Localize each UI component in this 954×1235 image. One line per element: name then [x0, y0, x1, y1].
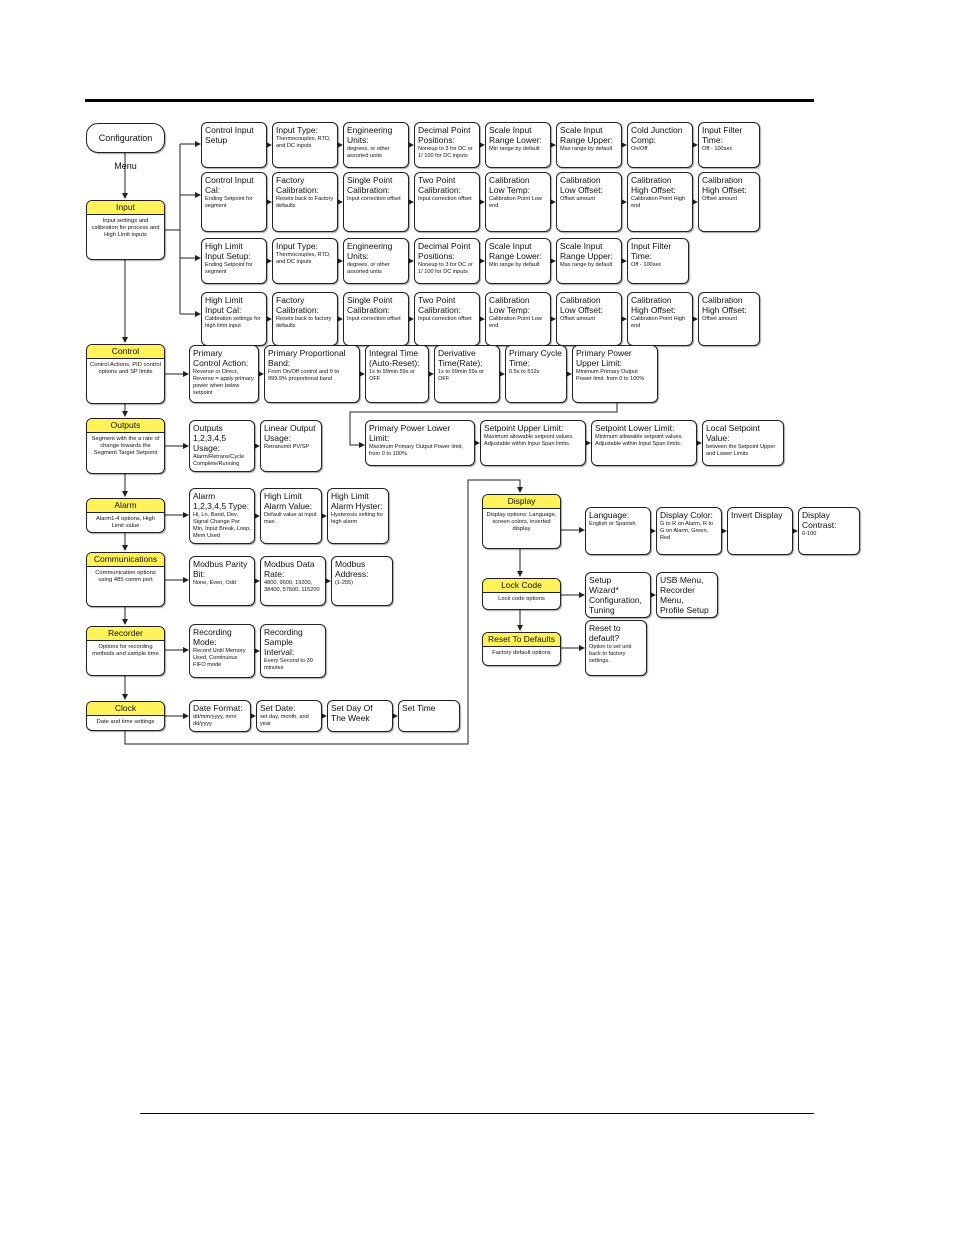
node-description: Input correction offset	[347, 316, 401, 322]
alarm-node-3[interactable]	[327, 488, 389, 544]
control-input-setup-node-7[interactable]	[627, 122, 693, 168]
node-title: Factory Calibration:	[276, 295, 319, 315]
node-title: Setpoint Upper Limit:	[484, 423, 564, 433]
node-description: dd/mm/yyyy, mm/ dd/yyyy	[193, 714, 237, 727]
control-input-setup-node-3[interactable]	[343, 122, 409, 168]
control-row1-node-1[interactable]	[189, 345, 259, 403]
node-description: (1-255)	[335, 580, 354, 586]
node-description: Retransmit PV/SP	[264, 444, 310, 450]
clock-node-2[interactable]	[256, 700, 322, 732]
category-title: Reset To Defaults	[483, 633, 560, 647]
high-limit-cal-node-6[interactable]	[556, 292, 622, 346]
node-title: Calibration High Offset:	[631, 175, 676, 195]
category-description: Input settings and calibration for process and High Limit inputs	[91, 218, 160, 239]
node-title: Primary Cycle Time:	[509, 348, 562, 368]
node-title: Setpoint Lower Limit:	[595, 423, 675, 433]
category-description: Communication options using 485 comm port	[95, 570, 156, 584]
node-title: Calibration Low Temp:	[489, 295, 530, 315]
node-description: Input correction offset	[347, 196, 401, 202]
node-title: Recording Mode:	[193, 627, 232, 647]
node-description: 0.5s to 512s	[509, 369, 540, 375]
node-description: Noneup to 3 for DC or 1/ 100 for DC inputs	[418, 262, 473, 275]
node-description: 1s to 99min 59s or OFF	[438, 369, 485, 382]
communications-node-2[interactable]	[260, 556, 326, 606]
node-description: Off - 100sec	[702, 146, 733, 152]
node-title: Scale Input Range Lower:	[489, 241, 542, 261]
node-description: 4800, 9600, 19200, 38400, 57600, 115200	[264, 580, 320, 593]
node-description: set day, month, and year	[260, 714, 309, 727]
communications-node-3[interactable]	[331, 556, 393, 606]
node-description: Resets back to Factory defaults	[276, 196, 334, 209]
category-communications[interactable]	[86, 552, 165, 607]
high-limit-cal-node-1[interactable]	[201, 292, 267, 346]
node-description: Calibration Point High end	[631, 196, 686, 209]
node-title: Date Format:	[193, 703, 243, 713]
node-description: 0-100	[802, 531, 817, 537]
high-limit-cal-node-8[interactable]	[698, 292, 760, 346]
node-description: degrees, or other assorted units	[347, 146, 390, 159]
node-description: English or Spanish	[589, 521, 636, 527]
node-title: Alarm 1,2,3,4,5 Type:	[193, 491, 250, 511]
node-title: Display Color:	[660, 510, 713, 520]
node-description: Thermocouples, RTD, and DC inputs	[276, 252, 331, 265]
control-input-cal-node-6[interactable]	[556, 172, 622, 232]
clock-node-1[interactable]	[189, 700, 251, 732]
node-title: Control Input Cal:	[205, 175, 254, 195]
recorder-node-1[interactable]	[189, 624, 255, 678]
node-title: Calibration Low Temp:	[489, 175, 530, 195]
category-title: Lock Code	[483, 579, 560, 593]
control-row2-node-1[interactable]	[365, 420, 475, 466]
node-description: degrees, or other assorted units	[347, 262, 390, 275]
category-lock-code[interactable]	[482, 578, 561, 610]
node-title: Setup Wizard* Configuration, Tuning	[589, 575, 642, 615]
control-input-setup-node-4[interactable]	[414, 122, 480, 168]
control-row1-node-3[interactable]	[365, 345, 429, 403]
high-limit-setup-node-1[interactable]	[201, 238, 267, 284]
node-description: Record Until Memory Used, Continuous FIFO mode	[193, 648, 246, 668]
clock-node-3[interactable]	[327, 700, 393, 732]
node-description: Offset amount	[560, 316, 596, 322]
node-description: From On/Off control and 0 to 999.9% proportional band	[268, 369, 340, 382]
node-title: Calibration High Offset:	[702, 295, 747, 315]
node-description: Min range by default	[489, 146, 540, 152]
node-description: Alarm/Retrans/Cycle Complete/Running	[193, 454, 245, 467]
recorder-node-2[interactable]	[260, 624, 326, 678]
category-description: Factory default options	[492, 650, 551, 656]
node-description: Input correction offset	[418, 316, 472, 322]
category-description: Lock code options	[498, 596, 545, 602]
node-title: Input Filter Time:	[631, 241, 672, 261]
category-title: Recorder	[87, 627, 164, 641]
node-title: Recording Sample Interval:	[264, 627, 303, 657]
outputs-node-2[interactable]	[260, 420, 322, 472]
node-title: Decimal Point Positions:	[418, 241, 471, 261]
node-title: Derivative Time(Rate):	[438, 348, 483, 368]
category-input[interactable]	[86, 200, 165, 260]
node-description: between the Setpoint Upper and Lower Limits	[706, 444, 776, 457]
node-description: Min range by default	[489, 262, 540, 268]
node-description: 1s to 99min 59s or OFF	[369, 369, 416, 382]
configuration-menu-node[interactable]	[86, 123, 165, 171]
category-alarm[interactable]	[86, 498, 165, 533]
control-row1-node-5[interactable]	[505, 345, 567, 403]
node-description: Reverse or Direct, Reverse = apply primary power when below setpoint	[193, 369, 254, 396]
node-description: Ending Setpoint for segment	[205, 262, 253, 275]
configuration-menu-label: Configuration Menu	[98, 133, 153, 171]
node-description: Thermocouples, RTD, and DC inputs	[276, 136, 331, 149]
node-title: Primary Power Lower Limit:	[369, 423, 451, 443]
control-input-cal-node-2[interactable]	[272, 172, 338, 232]
control-input-cal-node-8[interactable]	[698, 172, 760, 232]
control-row2-node-3[interactable]	[591, 420, 697, 466]
node-title: Input Type:	[276, 125, 318, 135]
node-title: Single Point Calibration:	[347, 295, 393, 315]
node-title: Primary Power Upper Limit:	[576, 348, 632, 368]
node-title: Integral Time (Auto-Reset):	[369, 348, 420, 368]
high-limit-cal-node-4[interactable]	[414, 292, 480, 346]
node-title: Engineering Units:	[347, 241, 393, 261]
node-description: On/Off	[631, 146, 648, 152]
high-limit-cal-node-2[interactable]	[272, 292, 338, 346]
node-description: Default value at input max.	[264, 512, 317, 525]
control-input-setup-node-5[interactable]	[485, 122, 551, 168]
category-description: Date and time settings	[96, 719, 155, 725]
node-description: Every Second to 30 minutes	[264, 658, 313, 671]
node-title: Scale Input Range Upper:	[560, 125, 613, 145]
control-input-setup-node-8[interactable]	[698, 122, 760, 168]
category-recorder[interactable]	[86, 626, 165, 676]
lock-code-node-2[interactable]	[656, 572, 718, 618]
node-title: Input Filter Time:	[702, 125, 743, 145]
control-input-setup-node-2[interactable]	[272, 122, 338, 168]
category-title: Input	[87, 201, 164, 215]
control-row2-node-2[interactable]	[480, 420, 586, 466]
node-title: Set Date:	[260, 703, 296, 713]
node-title: Scale Input Range Upper:	[560, 241, 613, 261]
node-title: Calibration Low Offset:	[560, 295, 603, 315]
node-description: Minimum Primary Output Power limit, from 0 to 100%	[576, 369, 645, 382]
control-input-cal-node-5[interactable]	[485, 172, 551, 232]
node-description: Calibration Point Low end	[489, 196, 542, 209]
communications-node-1[interactable]	[189, 556, 255, 606]
control-row2-node-4[interactable]	[702, 420, 784, 466]
display-node-2[interactable]	[656, 507, 722, 555]
node-title: Control Input Setup	[205, 125, 254, 145]
node-description: Calibration settings for high limit input	[205, 316, 261, 329]
alarm-node-1[interactable]	[189, 488, 255, 544]
node-description: Option to set unit back to factory settings.	[589, 644, 632, 664]
category-display[interactable]	[482, 494, 561, 549]
category-outputs[interactable]	[86, 418, 165, 474]
node-description: Max range by default	[560, 146, 613, 152]
control-input-cal-node-7[interactable]	[627, 172, 693, 232]
node-description: Maximum Primary Output Power limit, from 0 to 100%	[369, 444, 463, 457]
category-description: Options for recording methods and sample time	[92, 644, 159, 658]
category-clock[interactable]	[86, 701, 165, 731]
node-description: Hysteresis setting for high alarm	[331, 512, 384, 525]
node-title: Local Setpoint Value:	[706, 423, 760, 443]
node-description: G to R on Alarm, R to G on Alarm, Green, Red	[660, 521, 714, 541]
display-node-4[interactable]	[798, 507, 860, 555]
category-title: Control	[87, 345, 164, 359]
control-row1-node-2[interactable]	[264, 345, 360, 403]
node-title: Set Day Of The Week	[331, 703, 373, 723]
node-title: Primary Proportional Band:	[268, 348, 346, 368]
node-title: Reset to default?	[589, 623, 621, 643]
node-title: Modbus Address:	[335, 559, 369, 579]
node-title: Calibration High Offset:	[702, 175, 747, 195]
node-description: Calibration Point Low end	[489, 316, 542, 329]
clock-node-4[interactable]	[398, 700, 460, 732]
node-title: Input Type:	[276, 241, 318, 251]
high-limit-setup-node-3[interactable]	[343, 238, 409, 284]
lock-code-node-1[interactable]	[585, 572, 651, 618]
control-input-cal-node-4[interactable]	[414, 172, 480, 232]
node-title: Modbus Data Rate:	[264, 559, 315, 579]
node-title: Factory Calibration:	[276, 175, 319, 195]
node-description: Calibration Point High end	[631, 316, 686, 329]
reset-node-1[interactable]	[585, 620, 647, 676]
node-title: Two Point Calibration:	[418, 295, 461, 315]
control-input-setup-node-6[interactable]	[556, 122, 622, 168]
control-input-cal-node-3[interactable]	[343, 172, 409, 232]
high-limit-setup-node-4[interactable]	[414, 238, 480, 284]
display-node-1[interactable]	[585, 507, 651, 555]
category-control[interactable]	[86, 344, 165, 404]
high-limit-setup-node-2[interactable]	[272, 238, 338, 284]
category-title: Outputs	[87, 419, 164, 433]
node-title: Outputs 1,2,3,4,5 Usage:	[193, 423, 227, 453]
node-title: High Limit Input Setup:	[205, 241, 251, 261]
category-description: Control Actions, PID control options and SP limits	[90, 362, 161, 376]
node-title: Scale Input Range Lower:	[489, 125, 542, 145]
node-description: Minimum allowable setpoint values. Adjustable within Input Span limits.	[595, 434, 683, 447]
category-title: Communications	[87, 553, 164, 567]
category-title: Clock	[87, 702, 164, 716]
outputs-node-1[interactable]	[189, 420, 255, 472]
node-title: Invert Display	[731, 510, 783, 520]
category-reset[interactable]	[482, 632, 561, 666]
category-title: Alarm	[87, 499, 164, 513]
high-limit-cal-node-7[interactable]	[627, 292, 693, 346]
high-limit-cal-node-3[interactable]	[343, 292, 409, 346]
high-limit-cal-node-5[interactable]	[485, 292, 551, 346]
node-title: Display Contrast:	[802, 510, 837, 530]
node-description: Resets back to factory defaults	[276, 316, 332, 329]
node-title: Language:	[589, 510, 630, 520]
category-description: Segment with the a rate of change towards the Segment Target Setpoint	[91, 436, 160, 457]
node-title: Calibration Low Offset:	[560, 175, 603, 195]
display-node-3[interactable]	[727, 507, 793, 555]
node-title: Calibration High Offset:	[631, 295, 676, 315]
node-title: Cold Junction Comp:	[631, 125, 683, 145]
node-title: Linear Output Usage:	[264, 423, 316, 443]
node-description: None, Even, Odd	[193, 580, 236, 586]
node-title: High Limit Alarm Value:	[264, 491, 313, 511]
control-input-setup-node-1[interactable]	[201, 122, 267, 168]
node-title: Decimal Point Positions:	[418, 125, 471, 145]
connector-arrow	[125, 480, 520, 744]
node-description: Offset amount	[560, 196, 596, 202]
node-description: Offset amount	[702, 316, 738, 322]
category-description: Display options: Language, screen colors, inverted display	[486, 512, 557, 533]
high-limit-setup-node-7[interactable]	[627, 238, 689, 284]
alarm-node-2[interactable]	[260, 488, 322, 544]
node-title: High Limit Alarm Hyster:	[331, 491, 383, 511]
node-title: Modbus Parity Bit:	[193, 559, 248, 579]
node-description: Off - 100sec	[631, 262, 662, 268]
node-title: Engineering Units:	[347, 125, 393, 145]
node-title: USB Menu, Recorder Menu, Profile Setup	[660, 575, 709, 615]
high-limit-setup-node-5[interactable]	[485, 238, 551, 284]
category-description: Alarm1-4 options, High Limit value	[96, 516, 155, 530]
node-title: High Limit Input Cal:	[205, 295, 243, 315]
node-description: Maximum allowable setpoint values. Adjustable within Input Span limits.	[484, 434, 574, 447]
node-description: Ending Setpoint for segment	[205, 196, 253, 209]
node-title: Primary Control Action:	[193, 348, 249, 368]
node-description: Noneup to 3 for DC or 1/ 100 for DC inputs	[418, 146, 473, 159]
node-description: Max range by default	[560, 262, 613, 268]
control-input-cal-node-1[interactable]	[201, 172, 267, 232]
node-description: Offset amount	[702, 196, 738, 202]
node-title: Single Point Calibration:	[347, 175, 393, 195]
control-row1-node-6[interactable]	[572, 345, 658, 403]
node-title: Two Point Calibration:	[418, 175, 461, 195]
node-description: Input correction offset	[418, 196, 472, 202]
category-title: Display	[483, 495, 560, 509]
high-limit-setup-node-6[interactable]	[556, 238, 622, 284]
control-row1-node-4[interactable]	[434, 345, 500, 403]
node-title: Set Time	[402, 703, 436, 713]
node-description: Hi, Lo, Band, Dev, Signal Change Per Min, Input Break, Loop, Mem Used	[193, 512, 251, 539]
